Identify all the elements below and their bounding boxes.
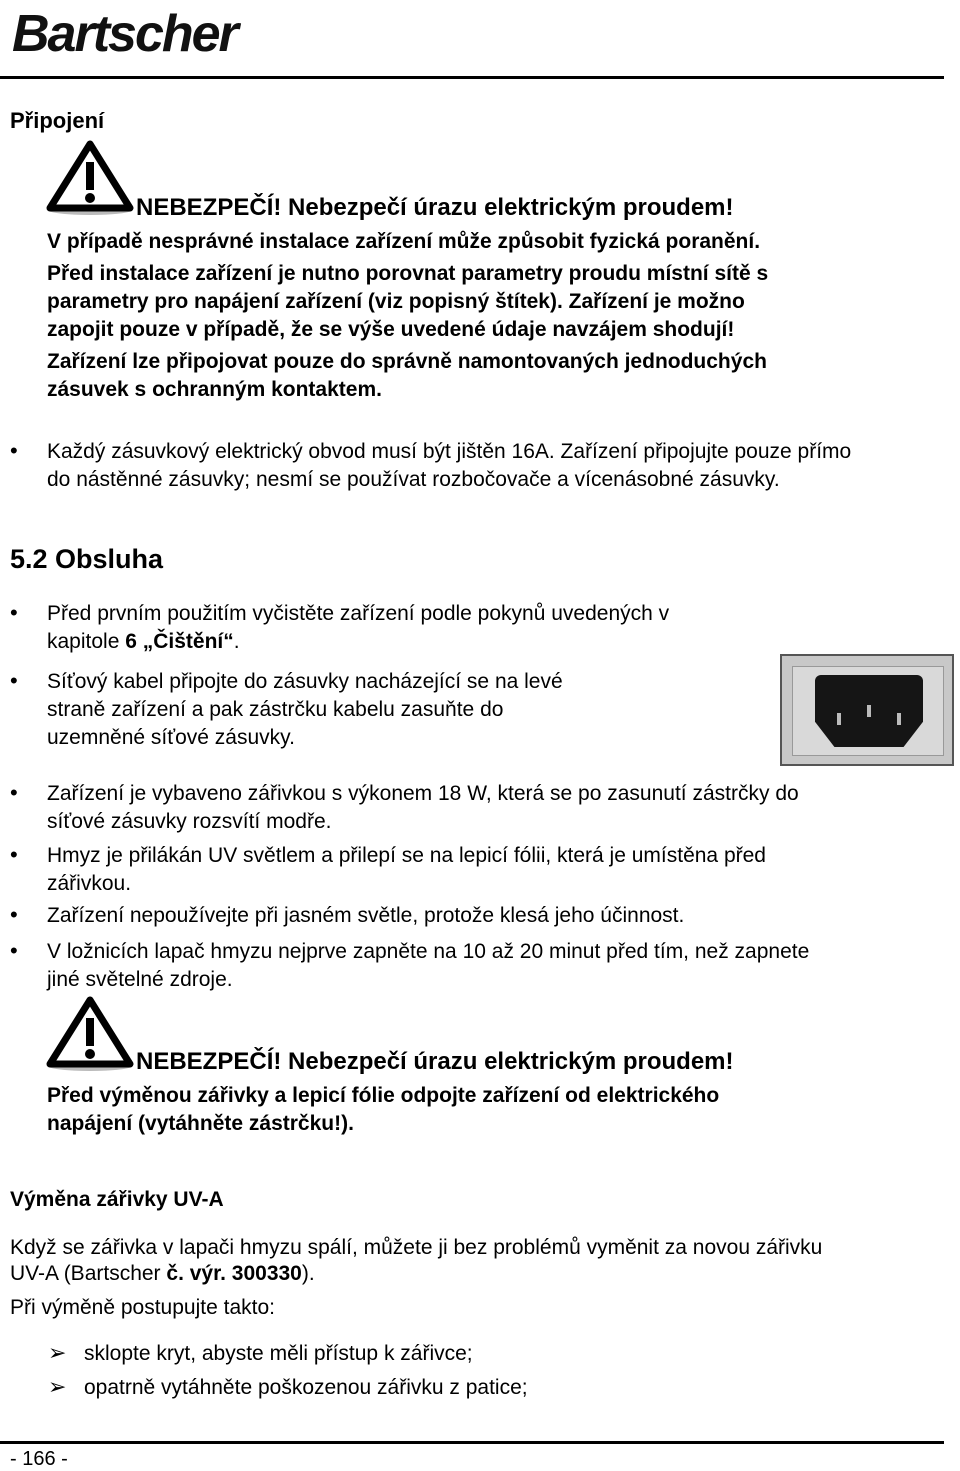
operation-warning-line-2: napájení (vytáhněte zástrčku!). — [47, 1112, 354, 1135]
bullet-marker: • — [10, 842, 18, 867]
section-heading-connection: Připojení — [10, 108, 105, 133]
replace-step-2: opatrně vytáhněte poškozenou zářivku z patice; — [84, 1376, 528, 1399]
connection-line-5: Zařízení lze připojovat pouze do správně namontovaných jednoduchých — [47, 350, 767, 373]
operation-b2-line-3: uzemněné síťové zásuvky. — [47, 726, 295, 749]
warning-title: NEBEZPEČÍ! Nebezpečí úrazu elektrickým proudem! — [136, 194, 734, 221]
operation-b4-line-1: Hmyz je přilákán UV světlem a přilepí se na lepicí fólii, která je umístěna před — [47, 844, 766, 867]
operation-b1-line-1: Před prvním použitím vyčistěte zařízení podle pokynů uvedených v — [47, 602, 670, 625]
article-number: č. výr. 300330 — [166, 1262, 302, 1285]
bullet-marker: • — [10, 438, 18, 463]
operation-warning-line-1: Před výměnou zářivky a lepicí fólie odpojte zařízení od elektrického — [47, 1084, 720, 1107]
warning-icon — [46, 996, 134, 1072]
bullet-marker: • — [10, 600, 18, 625]
operation-b6-line-1: V ložnicích lapač hmyzu nejprve zapněte na 10 až 20 minut před tím, než zapnete — [47, 940, 810, 963]
replace-para-line-1: Když se zářivka v lapači hmyzu spálí, můžete ji bez problémů vyměnit za novou zářivku — [10, 1236, 823, 1259]
operation-b2-line-2: straně zařízení a pak zástrčku kabelu zasuňte do — [47, 698, 504, 721]
operation-b1-line-2: kapitole 6 „Čištění“. — [47, 630, 240, 653]
connection-bullet-line-2: do nástěnné zásuvky; nesmí se používat rozbočovače a vícenásobné zásuvky. — [47, 468, 780, 491]
operation-b3-line-1: Zařízení je vybaveno zářivkou s výkonem 18 W, která se po zasunutí zástrčky do — [47, 782, 799, 805]
chapter-reference: 6 „Čištění“ — [125, 630, 234, 653]
warning-title: NEBEZPEČÍ! Nebezpečí úrazu elektrickým proudem! — [136, 1048, 734, 1075]
arrow-bullet-icon: ➢ — [48, 1340, 67, 1365]
section-heading-replace: Výměna zářivky UV-A — [10, 1188, 224, 1211]
footer-divider — [0, 1441, 944, 1444]
operation-b3-line-2: síťové zásuvky rozsvítí modře. — [47, 810, 332, 833]
connection-line-3: parametry pro napájení zařízení (viz popisný štítek). Zařízení je možno — [47, 290, 745, 313]
arrow-bullet-icon: ➢ — [48, 1374, 67, 1399]
connection-line-4: zapojit pouze v případě, že se výše uvedené údaje navzájem shodují! — [47, 318, 735, 341]
operation-b4-line-2: zářivkou. — [47, 872, 132, 895]
bullet-marker: • — [10, 938, 18, 963]
operation-b6-line-2: jiné světelné zdroje. — [47, 968, 233, 991]
brand-logo: Bartscher — [12, 5, 237, 63]
replace-para-2: Při výměně postupujte takto: — [10, 1296, 275, 1319]
power-socket-photo — [780, 654, 954, 766]
operation-b2-line-1: Síťový kabel připojte do zásuvky nacházející se na levé — [47, 670, 563, 693]
warning-icon — [46, 140, 134, 216]
section-heading-operation: 5.2 Obsluha — [10, 544, 164, 574]
connection-line-2: Před instalace zařízení je nutno porovnat parametry proudu místní sítě s — [47, 262, 769, 285]
operation-b5-line-1: Zařízení nepoužívejte při jasném světle, protože klesá jeho účinnost. — [47, 904, 685, 927]
replace-step-1: sklopte kryt, abyste měli přístup k zářivce; — [84, 1342, 473, 1365]
connection-line-6: zásuvek s ochranným kontaktem. — [47, 378, 382, 401]
bullet-marker: • — [10, 780, 18, 805]
bullet-marker: • — [10, 902, 18, 927]
page-number: - 166 - — [10, 1448, 68, 1470]
replace-para-line-2: UV-A (Bartscher č. výr. 300330). — [10, 1262, 315, 1285]
connection-bullet-line-1: Každý zásuvkový elektrický obvod musí být jištěn 16A. Zařízení připojujte pouze přímo — [47, 440, 852, 463]
header-divider — [0, 76, 944, 79]
connection-line-1: V případě nesprávné instalace zařízení může způsobit fyzická poranění. — [47, 230, 761, 253]
bullet-marker: • — [10, 668, 18, 693]
